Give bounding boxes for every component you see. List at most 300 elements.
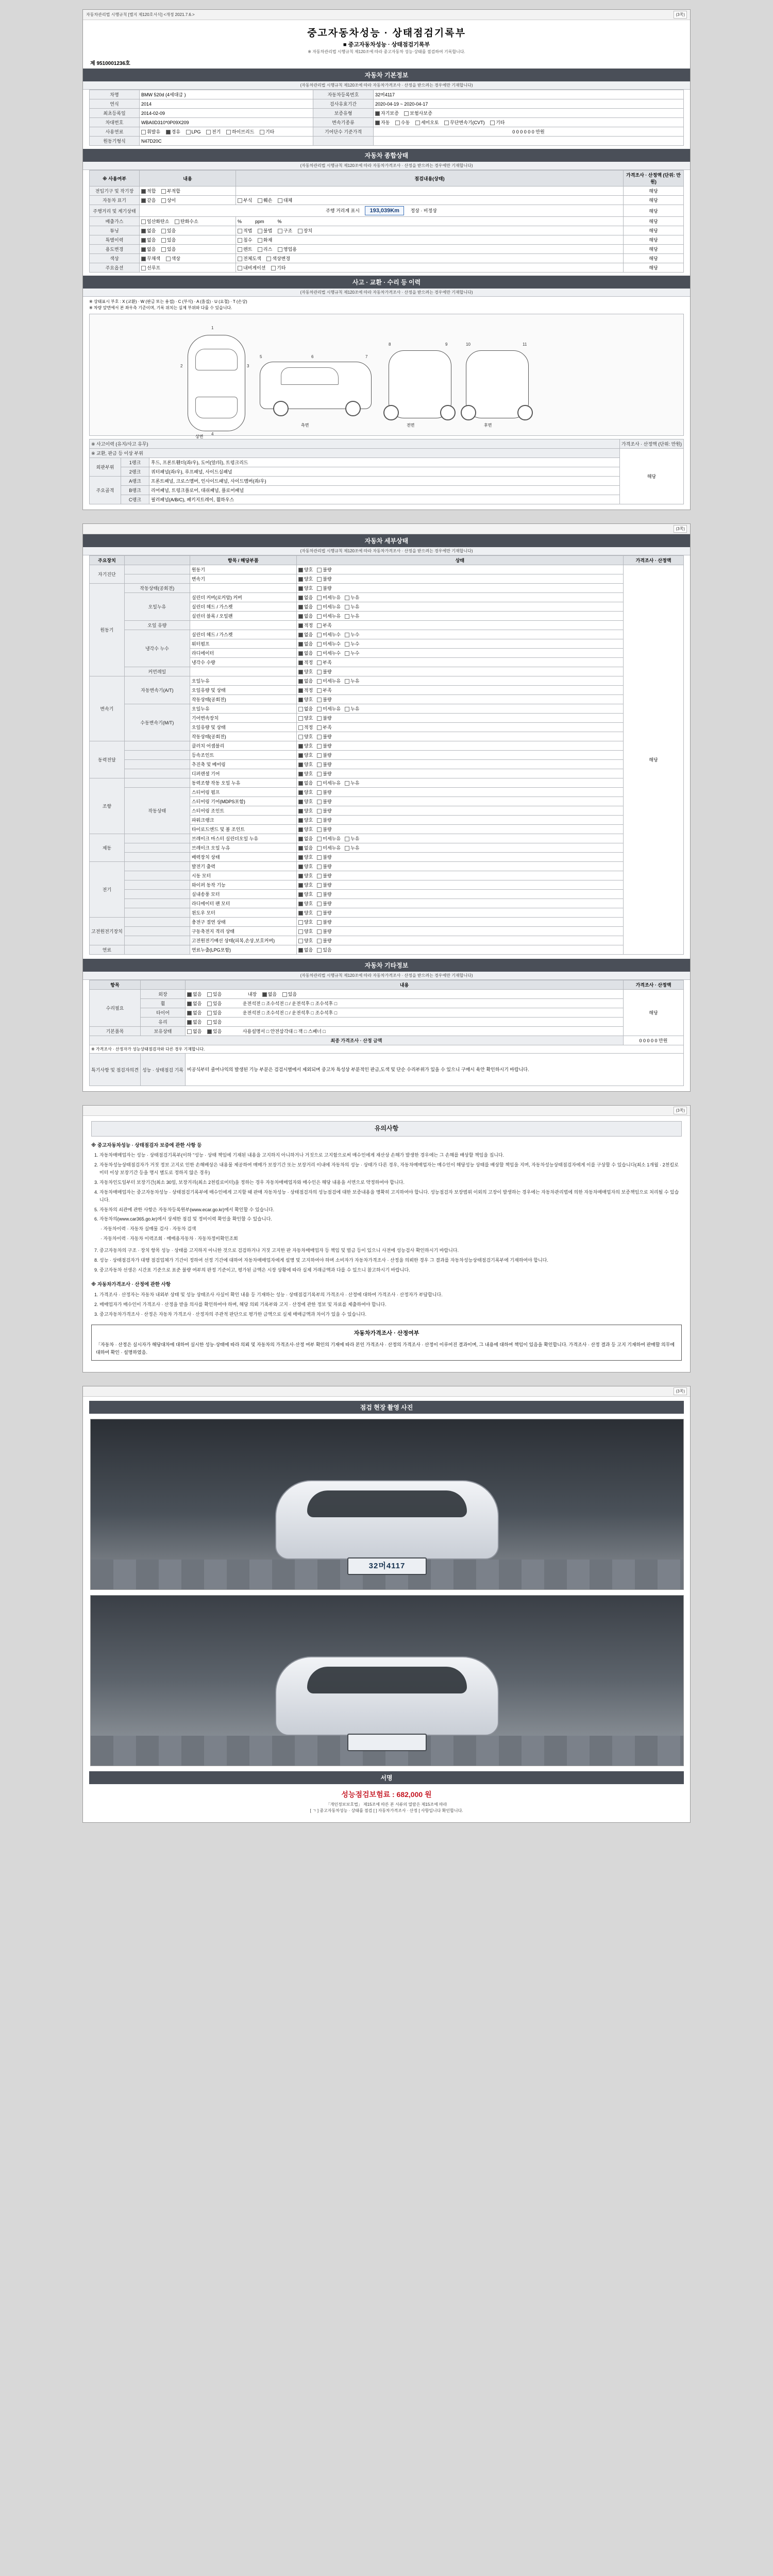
part-radiator-fan: 라디에이터 팬 모터 [190,899,296,908]
wheel-rear [345,401,361,416]
table-row: 냉각수 누수 실린더 헤드 / 가스켓 없음 미세누수 누수 [90,630,684,639]
list-item: 3. 자동차인도일부터 보장기간(최소 30일, 보장거리(최소 2천킬로미터)을 정하는 경우 자동차매매업자와 매수인은 해당 내용을 서면으로 약정하여야 합니다. [99,1179,682,1187]
list-item: 7. 중고자동차의 구조 · 장치 항목 성능 · 상태를 고지하지 아니한 것으로 검검하거나 거짓 고지한 판 자동차매매업자 등 책임 및 벌금 등이 있으니 사전에 성능검사 확인하시기 바랍니다. [99,1247,682,1255]
guide-list-3 [99,1291,682,1318]
row-detail-registration [236,187,624,196]
part-fuel-leak: 연료누출(LPG포함) [190,945,296,955]
table-row: 배력장치 상태 양호 불량 [90,853,684,862]
table-row: 휠 없음 있음 운전석전 □ 조수석전 □ / 운전석후 □ 조수석후 □ [90,999,684,1008]
row-label-registration: 전입기구 및 작기장 [90,187,140,196]
declaration-text: 「자동차 · 산정은 실시자가 해당대차에 대하여 실시한 성능·상태에 따라 의뢰 및 자동차의 가격조사·산정 여부 확인의 기재에 따라 본인 가격조사 · 산정의 가격조사 · 산정이 이루어진 결과이며, 그 내용에 대하여 책임이 있음을 확인합니다. 가격조사 · 산정 결과 등 고지 기재하여 판매할 의무에 대하여 확인 · 설명하였음. [96,1342,675,1355]
list-item: 2. 자동차성능상태점검자가 거짓 정보 고지로 인한 손해배상은 내용물 제공하여 매매가 보장기간 또는 보장거리 이내에 자동차의 성능 · 상태가 다른 경우, 자동차매매업자는 매수인이 해당성능 상태를 배상할 책임을 지며, 자동차성능상태점검자에게 이를 구상할 수 있습니다(최소 1개월 · 2천킬로미터 이상 보장기간 등을 명시 별도로 정하지 않은 경우) [99,1161,682,1177]
label-transmission: 변속기종류 [313,118,374,127]
page-title: 중고자동차성능 · 상태점검기록부 [307,28,466,39]
diagram-number: 3 [247,364,249,368]
group-frame: 주요골격 [90,477,121,504]
damage-diagram[interactable] [89,314,684,439]
table-row: 냉각수 수량 적정 부족 [90,658,684,667]
guide-sub-link-1: · 자동차이력 · 자동차 실매물 검사 · 자동차 검색 [100,1226,196,1232]
table-row: 오일누유 실린더 커버(로커암) 커버 없음 미세누유 누유 [90,593,684,602]
part-transmission: 변속기 [190,574,296,584]
form-reference: 자동차관리법 시행규칙 [별지 제120호서식] <개정 2021.7.6.> [86,12,195,17]
col-etc-item: 항목 [90,980,141,990]
table-row [90,1045,684,1054]
trans-option-semi[interactable]: 세미오토 [415,119,439,126]
insurance-fee-value: 682,000 원 [396,1790,432,1799]
col-price: 가격조사 · 산정액 (단위: 만원) [624,171,684,187]
footer-line-1: 「개인정보보호법」 제15조에 따른 본 서류의 열람은 제15조에 따라 [326,1802,447,1807]
part-mt-level: 오일유량 및 상태 [190,723,296,732]
basic-info-note: (자동차관리법 시행규칙 제120조에 따라 자동차가격조사 · 산정을 받으려는 경우에만 기재합니다) [83,81,690,90]
value-fuel [140,127,313,137]
table-row: 오일유량 및 상태 적정 부족 [90,723,684,732]
table-header-row [90,171,684,187]
value-engine-type: N47D20C [140,137,313,146]
table-row: 시동 모터 양호 불량 [90,871,684,880]
group-outer: 외판부위 [90,458,121,477]
sub-manual-trans: 수동변속기(M/T) [124,704,190,741]
fuel-option-lpg[interactable]: LPG [186,129,201,134]
table-row: 고전원전기장치 충전구 절연 상태 양호 불량 [90,918,684,927]
part-steering-pump: 스티어링 펌프 [190,788,296,797]
group-basic-items: 기본품목 [90,1027,141,1036]
warranty-option-insurer[interactable]: 보험사보증 [404,110,432,116]
fuel-option-gasoline[interactable]: 휘발유 [141,128,160,135]
group-self-diagnosis: 자기진단 [90,565,125,584]
label-year: 연식 [90,99,140,109]
table-row: 구동축전지 격리 상태 양호 불량 [90,927,684,936]
part-brake-booster: 배력장치 상태 [190,853,296,862]
value-car-name: BMW 520d (4세대급 ) [140,90,313,99]
etc-tire: 타이어 [140,1008,185,1018]
list-item: 5. 자동차의 쇠관에 관한 사항은 자동차등록원부(www.ecar.go.kr)에서 확인할 수 있습니다. [99,1206,682,1214]
declaration-title: 자동차가격조사 · 산정여부 [354,1330,419,1336]
row-mid-color: 무채색 색상 [140,254,236,263]
footer-line-2: [ ㄱ ] 중고자동차성능 · 상태를 점검 [ ] 자동차가격조사 · 산정 [ 사항입니다 확인합니다. [310,1808,463,1814]
trans-option-etc[interactable]: 기타 [490,119,505,126]
table-row [90,495,684,504]
table-row [90,263,684,273]
table-row: 파워크랭크 양호 불량 [90,816,684,825]
row-mid-mileage: 주행 거리계 표시 193,039Km 정상 · 비정상 [140,205,624,217]
table-row [90,90,684,99]
table-row: 실린더 블록 / 오일팬 없음 미세누유 누유 [90,612,684,621]
detail-state-table [89,555,684,955]
value-warranty-type [374,109,684,118]
accident-legend-1: ※ 상태표시 부호 : X (교환) · W (판금 또는 용접) · C (부식) · A (흠집) · U (요철) · T (손상) [89,299,247,304]
part-propeller-shaft: 추진축 및 베어링 [190,760,296,769]
table-row [90,439,684,449]
inspection-photo-rear[interactable] [90,1595,684,1766]
row-price-color: 해당 [624,254,684,263]
part-alternator: 발전기 출력 [190,862,296,871]
photo-car-body [275,1656,499,1736]
part-clutch: 클러치 어셈블리 [190,741,296,751]
photos-band: 점검 현장 촬영 사진 [89,1401,684,1414]
row-label-special: 특별이력 [90,235,140,245]
col-part: 항목 / 해당부품 [190,556,296,565]
guide-sec3-title: ※ 자동차가격조사 · 산정에 관한 사항 [91,1282,171,1288]
view-label-front: 전면 [407,423,415,428]
label-engine-type: 원동기형식 [90,137,140,146]
table-row [90,127,684,137]
group-brake: 제동 [90,834,125,862]
diagram-number: 9 [445,342,448,347]
wheel-fl [383,405,399,420]
table-row: 기어변속장치 양호 불량 [90,714,684,723]
table-row: 등속조인트 양호 불량 [90,751,684,760]
diagram-number: 4 [211,432,214,436]
row-label-emission: 배출가스 [90,217,140,226]
part-tie-rod: 타이로드엔드 및 볼 조인트 [190,825,296,834]
view-label-top: 상면 [195,434,204,439]
table-row: 작동상태 스티어링 펌프 양호 불량 [90,788,684,797]
table-row: 유리 없음 있음 [90,1018,684,1027]
sub-auto-trans: 자동변속기(A/T) [124,676,190,704]
table-row [90,118,684,127]
label-car-name: 차명 [90,90,140,99]
row-price-emission: 해당 [624,217,684,226]
condition-note: (자동차관리법 시행규칙 제120조에 따라 자동차가격조사 · 산정을 받으려는 경우에만 기재합니다) [83,162,690,170]
row-price-options: 해당 [624,263,684,273]
col-detail: 점검내용(상태) [236,171,624,187]
diagram-number: 5 [260,354,262,359]
group-powertrain: 동력전달 [90,741,125,778]
label-first-reg: 최초등록일 [90,109,140,118]
rank-c: C랭크 [121,495,149,504]
table-row: 브레이크 오일 누유 없음 미세누유 누유 [90,843,684,853]
row-price-registration: 해당 [624,187,684,196]
table-row: 조향 동력조향 작동 오일 누유 없음 미세누유 누유 [90,778,684,788]
rank-1-items: 후드, 프론트휀더(좌/우), 도어(앞/뒤), 트렁크리드 [149,458,620,467]
etc-table [89,980,684,1086]
detail-price-value: 해당 [624,565,684,955]
list-item: 1. 자동차매매업자는 성능 · 상태점검기록부(이하 "성능 · 상태 책임에 기재된 내용을 고지하지 아니하거나 거짓으로 고지함으로써 매수인에게 재산상 손해가 발생한 경우에는 그 손해를 배상할 책임을 집니다. [99,1151,682,1159]
table-row: 실린더 헤드 / 가스켓 없음 미세누유 누유 [90,602,684,612]
group-steering: 조향 [90,778,125,834]
part-at-leak: 오일누유 [190,676,296,686]
part-differential: 디퍼렌셜 기어 [190,769,296,778]
sub-oil-level: 오일 유량 [124,621,190,630]
list-item: 6. 자동차의(www.car365.go.kr)에서 상세한 점검 및 정비이력 확인을 확인할 수 있습니다. [99,1215,682,1223]
row-label-color: 색상 [90,254,140,263]
row-mid-special: 없음 있음 [140,235,236,245]
photo-windshield [307,1490,467,1517]
table-row: 디퍼렌셜 기어 양호 불량 [90,769,684,778]
part-engine: 원동기 [190,565,296,574]
table-row: 오일유량 및 상태 적정 부족 [90,686,684,695]
diagram-number: 6 [311,354,314,359]
page2-topbar [83,524,690,534]
part-head-gasket: 실린더 헤드 / 가스켓 [190,602,296,612]
table-row: 실내송풍 모터 양호 불량 [90,890,684,899]
license-plate-front: 32머4117 [347,1557,427,1575]
part-brake-master: 브레이크 마스터 실린더오일 누유 [190,834,296,843]
row-detail-emission: % ppm % [236,217,624,226]
wheel-fr [440,405,456,420]
row-mid-tuning: 없음 있음 [140,226,236,235]
col-content: 내용 [140,171,236,187]
rank-a-items: 프론트패널, 크로스멤버, 인사이드패널, 사이드멤버(좌/우) [149,477,620,486]
page3-topbar [83,1106,690,1116]
col-state: 상태 [296,556,623,565]
page-title-note: ※ 자동차관리법 시행규칙 제120조에 따라 중고자동차 성능·상태를 점검하여 기록합니다. [308,49,465,54]
row-price-mileage: 해당 [624,205,684,217]
label-vin: 차대번호 [90,118,140,127]
table-row [90,574,684,584]
table-row [90,449,684,458]
etc-note: (자동차관리법 시행규칙 제120조에 따라 자동차가격조사 · 산정을 받으려는 경우에만 기재합니다) [83,972,690,980]
value-gear-price: 0 0 0 0 0 0 만원 [374,127,684,137]
label-plate: 자동차등록번호 [313,90,374,99]
part-window-motor: 윈도우 모터 [190,908,296,918]
rank-c-items: 필러패널(A/B/C), 패키지트레이, 휠하우스 [149,495,620,504]
mileage-state: 정상 · 비정상 [410,208,437,213]
part-mt-leak: 오일누유 [190,704,296,714]
total-price-note: ※ 가격조사 · 산정자가 성능상태점검자와 다른 경우 기재합니다. [90,1045,684,1054]
table-row [90,245,684,254]
row-detail-usechange: 렌트 리스 영업용 [236,245,624,254]
sheet-page-2 [82,523,691,1092]
table-row: 추진축 및 베어링 양호 불량 [90,760,684,769]
accident-legend-2: ※ 차량 앞면에서 본 좌우측 기준이며, 기록 위치는 실제 부위와 다를 수 있습니다. [89,306,232,310]
col-etc-price: 가격조사 · 산정액 [624,980,684,990]
fuel-option-etc[interactable]: 기타 [260,128,274,135]
footer-note [83,1802,690,1817]
table-row: 작동상태(공회전) 양호 불량 [90,695,684,704]
table-row: 전기 발전기 출력 양호 불량 [90,862,684,871]
group-repair-needed: 수리필요 [90,990,141,1027]
basic-info-band: 자동차 기본정보 [83,69,690,81]
list-item: 9. 중고자동차 선생은 시간표 기준으로 표준 불량 여부의 판정 기준이고, 평가된 금액은 시장 상황에 따라 실제 거래금액과 다를 수 있으니 참고하시기 바랍니다. [99,1266,682,1274]
table-row [90,109,684,118]
group-hv-electric: 고전원전기장치 [90,918,125,945]
sheet-page-3 [82,1105,691,1372]
rank-1: 1랭크 [121,458,149,467]
page-subtitle: ■ 중고자동차성능 · 상태점검기록부 [343,42,430,48]
table-row [90,187,684,196]
table-row [90,217,684,226]
value-inspection-period: 2020-04-19 ~ 2020-04-17 [374,99,684,109]
condition-table [89,170,684,273]
row-price-identification: 해당 [624,196,684,205]
table-row: 스티어링 기어(MDPS포함) 양호 불량 [90,797,684,806]
sub-idle: 작동상태(공회전) [124,584,190,593]
value-vin: WBA0D310*0P09X209 [140,118,313,127]
page2-indicator: (3쪽) [674,525,687,533]
guide-title: 유의사항 [91,1121,682,1137]
page4-indicator: (3쪽) [674,1387,687,1395]
col-main-device: 주요장치 [90,556,125,565]
document-root [0,9,773,2576]
row-label-options: 주요옵션 [90,263,140,273]
table-row: 변속기 자동변속기(A/T) 오일누유 없음 미세누유 누유 [90,676,684,686]
fuel-option-diesel[interactable]: 경유 [166,128,180,135]
wheel-front [273,401,289,416]
wheel-rr [517,405,533,420]
part-blower: 실내송풍 모터 [190,890,296,899]
trans-option-auto[interactable]: 자동 [375,119,390,126]
sub-oil-leak: 오일누유 [124,593,190,621]
group-electric: 전기 [90,862,125,918]
fuel-option-hybrid[interactable]: 하이브리드 [226,128,254,135]
inspection-photo-front[interactable] [90,1419,684,1590]
sub-common-rail: 커먼레일 [124,667,190,676]
guide-sec1-title: ※ 중고자동차성능 · 상태점검자 보증에 관한 사항 등 [91,1142,202,1148]
table-row: 원동기 작동상태(공회전) 양호 불량 [90,584,684,593]
total-price-value: 0 0 0 0 0 만원 [624,1036,684,1045]
row-price-tuning: 해당 [624,226,684,235]
accident-band: 사고 · 교환 · 수리 등 이력 [83,276,690,289]
rank-2-items: 쿼터패널(좌/우), 루프패널, 사이드실패널 [149,467,620,477]
table-row [90,467,684,477]
accident-parts-label: ※ 교환, 판금 등 이상 부위 [90,449,620,458]
table-row: 워터펌프 없음 미세누수 누수 [90,639,684,649]
guide-section [91,1121,682,1318]
table-row: 커먼레일 양호 불량 [90,667,684,676]
part-ps-leak: 동력조향 작동 오일 누유 [190,778,296,788]
table-row: 수리필요 외장 없음 있음 내장 없음 있음 해당 [90,990,684,999]
accident-history-label: ※ 사고이력 (유지/사고 유무) [90,439,620,449]
row-price-special: 해당 [624,235,684,245]
part-block-oilpan: 실린더 블록 / 오일팬 [190,612,296,621]
guide-sub-link-2: · 자동차이력 · 자동차 이력조회 · 매매용자동차 · 자동차정비확인조회 [100,1236,238,1242]
label-inspection-period: 검사유효기간 [313,99,374,109]
row-price-usechange: 해당 [624,245,684,254]
table-row: 타이어 없음 있음 운전석전 □ 조수석전 □ / 운전석후 □ 조수석후 □ [90,1008,684,1018]
row-detail-options: 내비게이션 기타 [236,263,624,273]
trans-option-cvt[interactable]: 무단변속기(CVT) [444,119,484,126]
guide-list-1 [99,1151,682,1223]
value-transmission [374,118,684,127]
table-row: 작동상태(공회전) 양호 불량 [90,732,684,741]
fuel-option-electric[interactable]: 전기 [206,128,221,135]
part-wiper: 와이퍼 동작 기능 [190,880,296,890]
list-item: 2. 매매업자가 매수인이 가격조사 · 산정을 받을 의사를 확인하여야 하며, 해당 의뢰 기록부와 고지 · 산정에 관한 정보 및 자료를 제출하여야 합니다. [99,1301,682,1309]
sheet-page-4 [82,1386,691,1823]
table-row: 오일 유량 적정 부족 [90,621,684,630]
diagram-number: 10 [466,342,470,347]
document-number: 제 9510001236호 [90,61,130,66]
total-price-label: 최종 가격조사 · 산정 금액 [90,1036,624,1045]
table-header-row [90,556,684,565]
part-charge-port: 충전구 절연 상태 [190,918,296,927]
table-row [90,486,684,495]
table-row [90,137,684,146]
list-item: 1. 가격조사 · 산정자는 자동차 내외부 상태 및 성능 상태조사 사실이 확인 내용 등 기재하는 성능 · 상태점검기록부의 가격조사 · 산정에 대하여 가격조사 · 산정자가 부담합니다. [99,1291,682,1299]
diagram-number: 11 [523,342,527,347]
list-item: 3. 중고자동차가격조사 · 산정은 자동차 가격조사 · 산정자의 주관적 판단으로 평가한 금액으로 실제 매매금액과 차이가 있을 수 있습니다. [99,1311,682,1318]
label-fuel: 사용연료 [90,127,140,137]
table-row: 고전원전기배선 상태(피복,손상,보호커버) 양호 불량 [90,936,684,945]
special-note-left: 성능 · 상태점검 기록 [140,1054,185,1086]
part-rocker-cover: 실린더 커버(로커암) 커버 [190,593,296,602]
list-item: 4. 자동차매매업자는 중고자동차성능 · 상태점검기록부에 매수인에게 고지할 때 판매 자동차성능 · 상태점검자의 성능점검에 대한 보증내용을 명확히 고지하여야 합니다. 성능점검자 보장범위 이외의 고장이 발생하는 경우에는 자동차관리법에 의한 자동차매매업자의 보증책임으로 처리될 수 있습니다. [99,1189,682,1204]
license-plate-rear [347,1734,427,1751]
value-plate: 32머4117 [374,90,684,99]
part-at-level: 오일유량 및 상태 [190,686,296,695]
diagram-number: 7 [365,354,368,359]
detail-band: 자동차 세부상태 [83,534,690,547]
warranty-option-self[interactable]: 자기보증 [375,110,399,116]
table-row [90,205,684,217]
col-detail-price: 가격조사 · 산정액 [624,556,684,565]
col-usage: ※ 사용여부 [90,171,140,187]
table-row [90,1054,684,1086]
accident-parts-table [89,439,684,504]
declaration-box [91,1325,682,1361]
table-row [90,235,684,245]
guide-list-2 [99,1247,682,1274]
label-gear-price: 기어단수 기준가격 [313,127,374,137]
value-first-reg: 2014-02-09 [140,109,313,118]
photo-car-body [275,1480,499,1560]
table-row: 수동변속기(M/T) 오일누유 없음 미세누유 누유 [90,704,684,714]
diagram-number: 1 [211,326,214,330]
part-coolant-head: 실린더 헤드 / 가스켓 [190,630,296,639]
sub-steering-operation: 작동상태 [124,788,190,834]
mileage-value: 193,039Km [365,206,404,215]
state-transmission: 양호 불량 [296,574,623,584]
detail-note: (자동차관리법 시행규칙 제120조에 따라 자동차가격조사 · 산정을 받으려는 경우에만 기재합니다) [83,547,690,555]
part-power-crank: 파워크랭크 [190,816,296,825]
part-cv-joint: 등속조인트 [190,751,296,760]
part-radiator: 라디에이터 [190,649,296,658]
row-label-mileage: 주행거리 및 계기상태 [90,205,140,217]
diagram-number: 8 [389,342,391,347]
group-engine: 원동기 [90,584,125,676]
signature-band: 서명 [89,1771,684,1784]
etc-band: 자동차 기타정보 [83,959,690,972]
accident-price-header: 가격조사 · 산정액 (단위: 만원) [619,439,683,449]
accident-note: (자동차관리법 시행규칙 제120조에 따라 자동차가격조사 · 산정을 받으려는 경우에만 기재합니다) [83,289,690,297]
etc-price-value: 해당 [624,990,684,1036]
part-mt-shift: 기어변속장치 [190,714,296,723]
etc-possession: 보유상태 [140,1027,185,1036]
rank-a: A랭크 [121,477,149,486]
trans-option-manual[interactable]: 수동 [395,119,410,126]
table-row: 라디에이터 없음 미세누수 누수 [90,649,684,658]
table-row [90,99,684,109]
part-starter: 시동 모터 [190,871,296,880]
value-year: 2014 [140,99,313,109]
insurance-fee-label: 성능점검보험료 : [341,1790,395,1799]
part-at-idle: 작동상태(공회전) [190,695,296,704]
table-row [90,1036,684,1045]
table-row [90,477,684,486]
row-detail-tuning: 적법 불법 구조 장치 [236,226,624,235]
photos-section [90,1419,683,1766]
special-note-label: 특기사항 및 점검자의견 [90,1054,141,1086]
etc-exterior: 외장 [140,990,185,999]
table-row: 와이퍼 동작 기능 양호 불량 [90,880,684,890]
rank-b: B랭크 [121,486,149,495]
view-label-side: 측면 [301,423,309,428]
row-detail-color: 전체도색 색상변경 [236,254,624,263]
table-row: 스티어링 조인트 양호 불량 [90,806,684,816]
table-row [90,254,684,263]
table-header-row [90,980,684,990]
etc-glass: 유리 [140,1018,185,1027]
table-row [90,458,684,467]
part-steering-gear: 스티어링 기어(MDPS포함) [190,797,296,806]
group-transmission: 변속기 [90,676,125,741]
page-indicator: (3쪽) [674,11,687,19]
table-row: 제동 브레이크 마스터 실린더오일 누유 없음 미세누유 누유 [90,834,684,843]
row-detail-special: 침수 화재 [236,235,624,245]
special-note-text: 비공식부터 줄어나익의 발생된 기능 부분은 검검시별에서 제외되며 중고차 특성상 부분적인 판금,도색 및 단순 수리부위가 있을 수 있으니 구매시 육안 확인하시기 바랍니다. [186,1054,684,1086]
row-label-identification: 자동차 표기 [90,196,140,205]
